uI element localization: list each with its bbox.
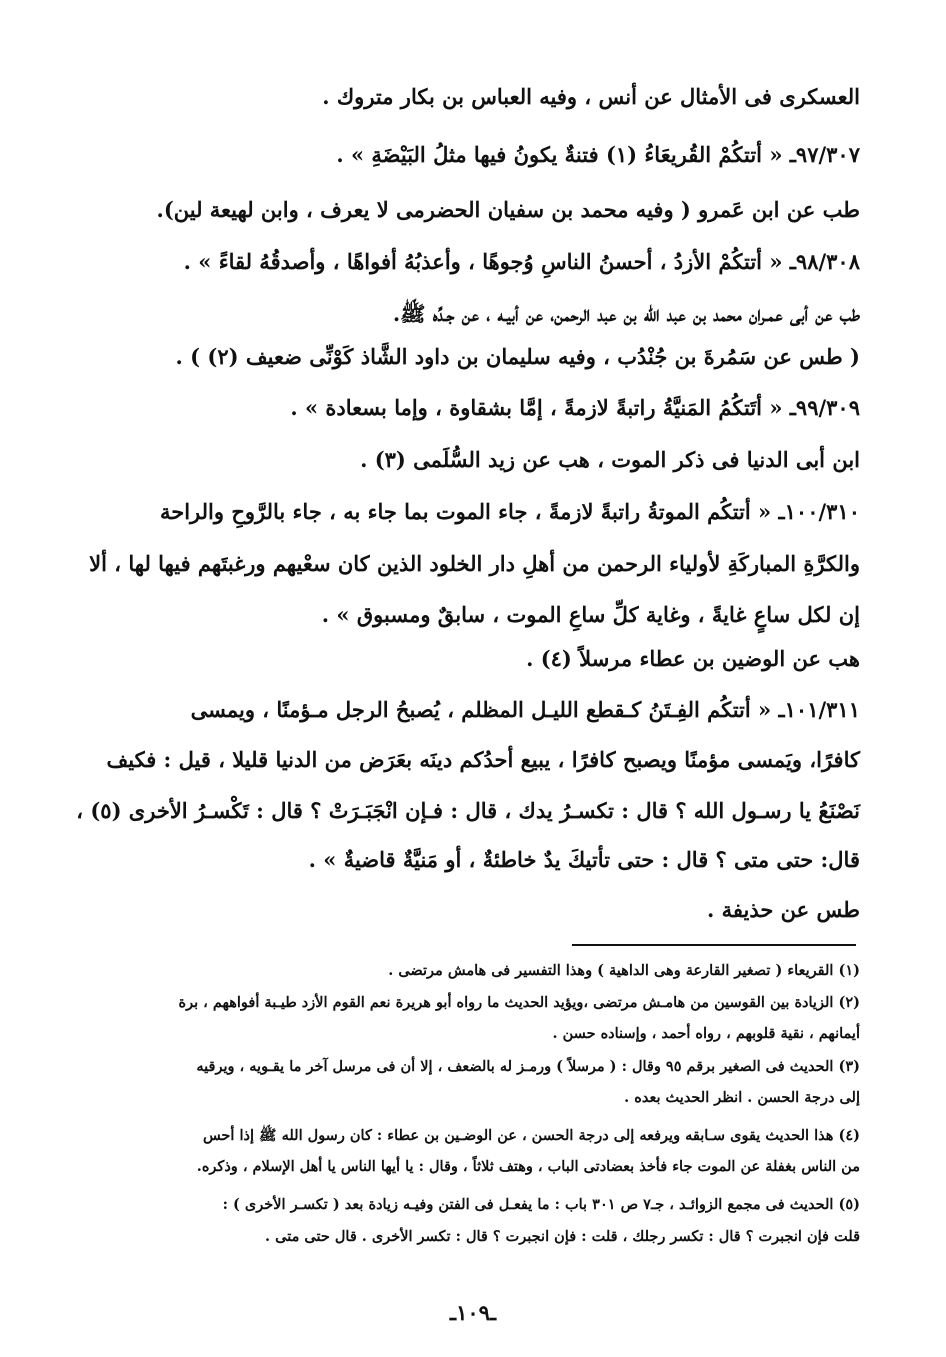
footnote-line: (٢) الزيادة بين القوسين من هامـش مرتضى ،ويؤيد الحديث ما رواه أبو هريرة نعم القوم الأزد طيـبة أفواههم ، برة xyxy=(178,994,860,1011)
footnote-line: (٥) الحديث فى مجمع الزوائـد ، جـ٧ ص ٣٠١ باب : ما يفعـل فى الفتن وفيـه زيادة بعد ( تكسـر الأخرى ) : xyxy=(222,1196,860,1213)
text-line: العسكرى فى الأمثال عن أنس ، وفيه العباس بن بكار متروك . xyxy=(322,84,860,109)
hadith-line: ١٠١/٣١١ـ « أتتكُم الفِـتَنُ كـقطع الليـل المظلم ، يُصبحُ الرجل مـؤمنًا ، ويمسى xyxy=(190,697,860,722)
footnote-line: إلى درجة الحسن . انظر الحديث بعده . xyxy=(624,1089,860,1106)
text-line: طب عن ابن عَمرو ( وفيه محمد بن سفيان الحضرمى لا يعرف ، وابن لهيعة لين). xyxy=(156,197,860,222)
footnote-line: أيمانهم ، نقية قلوبهم ، رواه أحمد ، وإسناده حسن . xyxy=(552,1025,860,1042)
hadith-line: نَصْنَعُ يا رسـول الله ؟ قال : تكسـرُ يدك ، قال : فـإن انْجَبَـرَتْ ؟ قال : تَكْسـرُ الأخرى (٥) ، xyxy=(76,798,860,823)
footnote-line: (٣) الحديث فى الصغير برقم ٩٥ وقال : ( مرسلاً ) ورمـز له بالضعف ، إلا أن فى مرسل آخر ما يقـويه ، ويرقيه xyxy=(196,1058,860,1075)
footnote-line: من الناس بغفلة عن الموت جاء فأخذ بعضادتى الباب ، وهتف ثلاثاً ، وقال : يا أيها الناس يا أهل الإسلام ، وذكره. xyxy=(196,1158,860,1175)
hadith-line: والكرَّةِ المباركَةِ لأولياء الرحمن من أهلِ دار الخلود الذين كان سعْيهم ورغبتَهم فيها لها ، ألا xyxy=(89,551,860,576)
hadith-line: قال: حتى متى ؟ قال : حتى تأتيكَ يدٌ خاطئةٌ ، أو مَنيَّةٌ قاضيةٌ » . xyxy=(308,847,860,872)
text-line: ابن أبى الدنيا فى ذكر الموت ، هب عن زيد السُّلَمى (٣) . xyxy=(360,447,860,472)
footnote-separator xyxy=(572,944,856,946)
hadith-line: ٩٧/٣٠٧ـ « أتتكُمْ القُريعَاءُ (١) فتنةٌ يكونُ فيها مثلُ البَيْضَةِ » . xyxy=(336,142,860,167)
footnote-line: (٤) هذا الحديث يقوى سـابقه ويرفعه إلى درجة الحسن ، عن الوضـين بن عطاء : كان رسول الله ﷺ إذا أحس xyxy=(202,1127,860,1144)
hadith-line: ١٠٠/٣١٠ـ « أتتكُم الموتةُ راتبةً لازمةً ، جاء الموت بما جاء به ، جاء بالرَّوحِ والراحة xyxy=(159,499,860,524)
hadith-line: ٩٩/٣٠٩ـ « أتَتكُمُ المَنيَّةُ راتبةً لازمةً ، إمَّا بشقاوة ، وإما بسعادة » . xyxy=(290,395,860,420)
page-number: ـ١٠٩ـ xyxy=(449,1300,497,1325)
text-line: طس عن حذيفة . xyxy=(707,897,860,922)
hadith-line: كافرًا، ويَمسى مؤمنًا ويصبح كافرًا ، يبيع أحدُكم دينَه بعَرَض من الدنيا قليلا ، قيل : فكيف xyxy=(106,747,860,772)
text-line: ( طس عن سَمُرةَ بن جُنْدُب ، وفيه سليمان بن داود الشَّاذ كَوْنِّى ضعيف (٢) ) . xyxy=(175,344,860,369)
footnote-line: (١) القريعاء ( تصغير القارعة وهى الداهية ) وهذا التفسير فى هامش مرتضى . xyxy=(388,962,860,979)
text-line: هب عن الوضين بن عطاء مرسلاً (٤) . xyxy=(526,646,860,671)
hadith-line: إن لكل ساعٍ غايةً ، وغاية كلِّ ساعِ الموت ، سابقٌ ومسبوق » . xyxy=(321,602,860,627)
footnote-line: قلت فإن انجبرت ؟ قال : تكسر رجلك ، قلت : فإن انجبرت ؟ قال : تكسر الأخرى . قال حتى متى . xyxy=(265,1228,860,1245)
hadith-line: ٩٨/٣٠٨ـ « أتتكُمْ الأزدُ ، أحسنُ الناسِ وُجوهًا ، وأعذبُهُ أفواهًا ، وأصدقُهُ لقاءً » . xyxy=(183,249,860,274)
text-line: طب عن أبى عمـران محمد بن عبد الله بن عبد الرحمن، عن أبيـه ، عن جـدِّه ﷺ. xyxy=(392,301,860,326)
